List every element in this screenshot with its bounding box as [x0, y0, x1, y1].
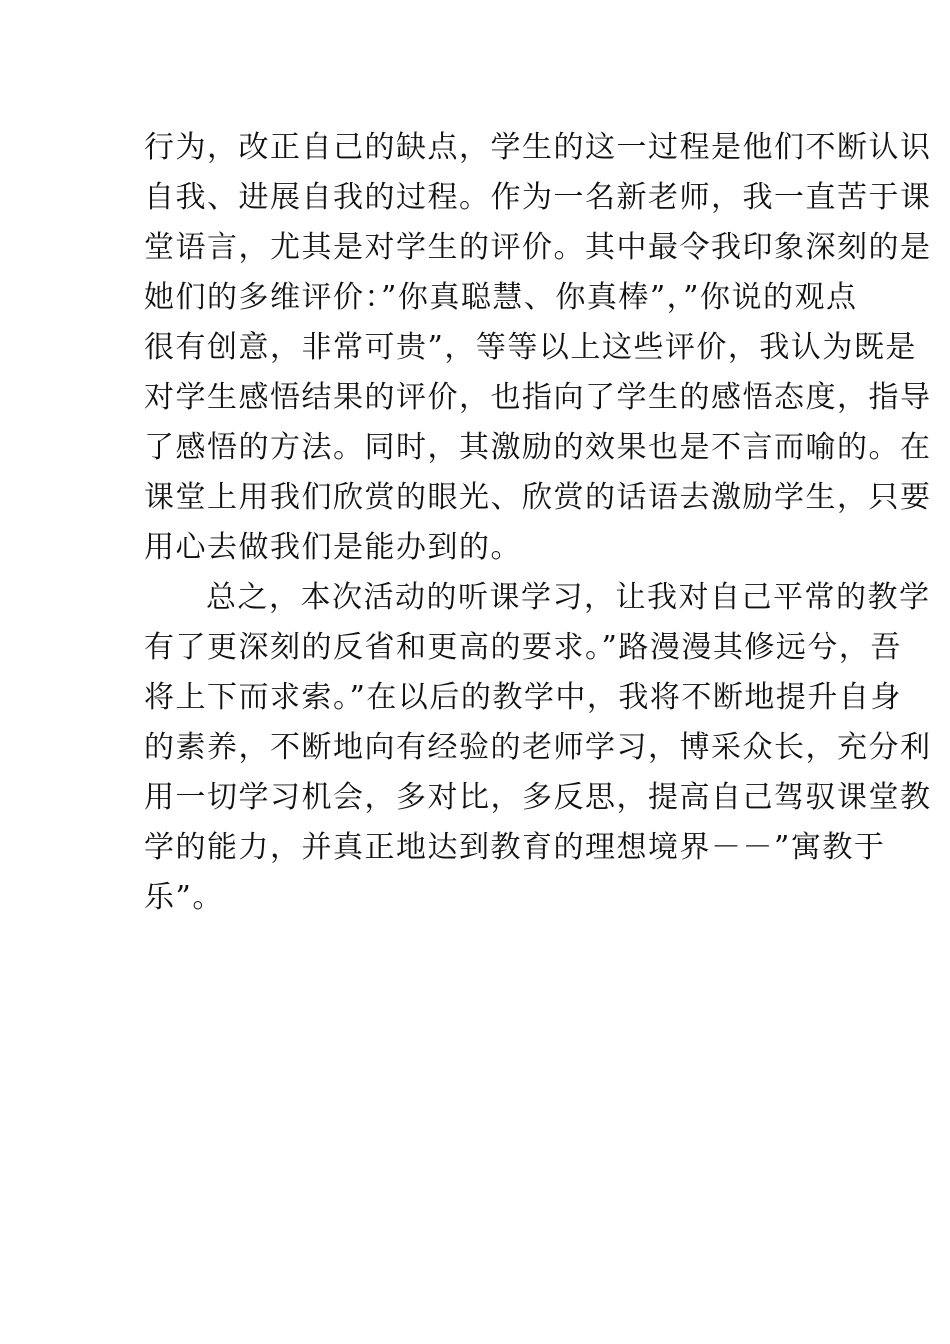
text-line: 她们的多维评价：”你真聪慧、你真棒”，”你说的观点 — [144, 280, 858, 315]
document-body — [144, 123, 932, 923]
text-line: 用一切学习机会，多对比，多反思，提高自己驾驭课堂教 — [144, 780, 932, 815]
text-line: 自我、进展自我的过程。作为一名新老师，我一直苦于课 — [144, 180, 932, 215]
text-line: 用心去做我们是能办到的。 — [144, 530, 522, 565]
text-line: 的素养，不断地向有经验的老师学习，博采众长，充分利 — [144, 730, 932, 765]
text-line: 将上下而求索。”在以后的教学中，我将不断地提升自身 — [144, 680, 902, 715]
text-line: 有了更深刻的反省和更高的要求。”路漫漫其修远兮，吾 — [144, 630, 902, 665]
text-line: 很有创意，非常可贵”，等等以上这些评价，我认为既是 — [144, 330, 917, 365]
text-line-indented: 总之，本次活动的听课学习，让我对自己平常的教学 — [206, 580, 931, 615]
text-line: 行为，改正自己的缺点，学生的这一过程是他们不断认识 — [144, 130, 932, 165]
text-line: 乐”。 — [144, 880, 224, 915]
text-line: 学的能力，并真正地达到教育的理想境界－－”寓教于 — [144, 830, 886, 865]
text-line: 了感悟的方法。同时，其激励的效果也是不言而喻的。在 — [144, 430, 932, 465]
paragraph-2 — [144, 573, 932, 923]
text-line: 对学生感悟结果的评价，也指向了学生的感悟态度，指导 — [144, 380, 932, 415]
text-line: 课堂上用我们欣赏的眼光、欣赏的话语去激励学生，只要 — [144, 480, 932, 515]
paragraph-1 — [144, 123, 932, 573]
text-line: 堂语言，尤其是对学生的评价。其中最令我印象深刻的是 — [144, 230, 932, 265]
